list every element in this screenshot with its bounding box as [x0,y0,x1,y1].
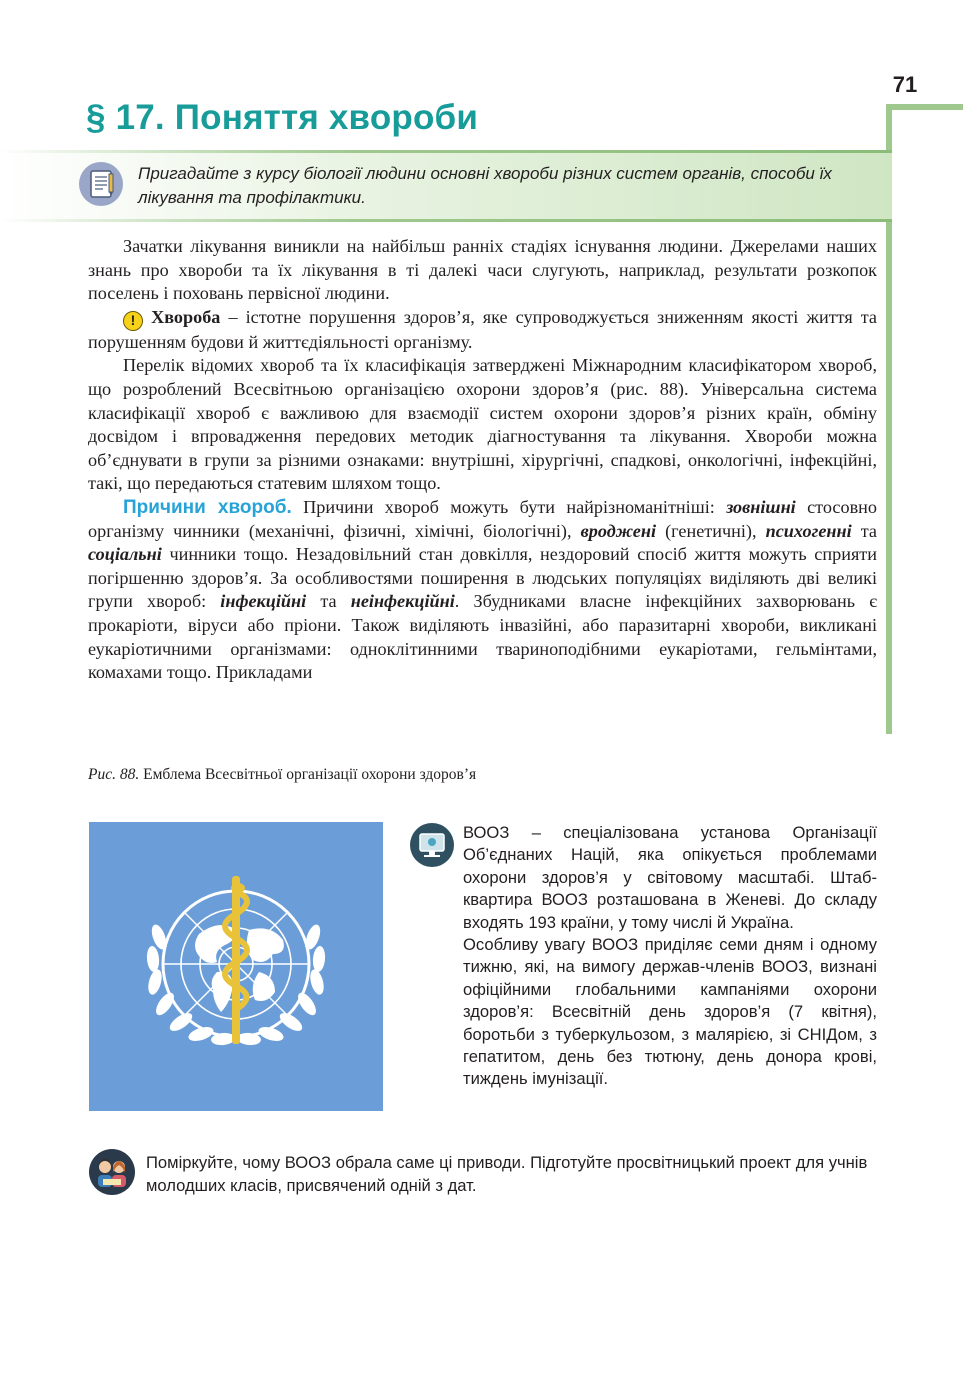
term-noninfectious: неінфекційні [350,591,455,612]
text-run: чинники тощо. Незадовільний стан довкілля, нездоровий спосіб життя можуть сприяти погіршенню здоров’я. За особливостями поширення в людських популяціях виділяють дві великі групи хвороб: [88,544,877,612]
recall-band-bottom-line [0,219,892,222]
term-disease: Хвороба [151,306,221,327]
text-run: та [306,591,351,612]
text-run: . Збудниками власне інфекційних захворювань є прокаріоти, віруси або пріони. Також виділяють інвазійні, або паразитарні хвороби, викликані еукаріотичними організмами: одноклітинними твариноподібними еукаріотами, гельмінтами, комахами тощо. Прикладами [88,591,877,683]
figure-caption [88,766,476,784]
term-psychogenic: психогенні [765,520,852,541]
recall-text: Пригадайте з курсу біології людини основні хвороби різних систем органів, способи їх лікування та профілактики. [138,164,832,207]
text-run: стосовно організму чинники (механічні, фізичні, хімічні, біологічні), [88,496,877,541]
term-external: зовнішні [726,496,796,517]
paragraph-1: Зачатки лікування виникли на найбільш ранніх стадіях існування людини. Джерелами наших знань про хвороби та їх лікування в ті далекі часи слугують, наприклад, результати розкопок поселень і поховань первісної людини. [88,236,877,304]
text-run: (генетичні), [656,520,766,541]
paragraph-2 [88,306,877,355]
notebook-icon [79,162,123,206]
think-task-text: Поміркуйте, чому ВООЗ обрала саме ці приводи. Підготуйте просвітницький проект для учнів молодших класів, присвячений одній з дат. [146,1153,868,1195]
text-run: Причини хвороб можуть бути найрізноманітніші: [291,496,727,517]
text-run: та [851,520,878,541]
exclamation-icon: ! [123,311,143,331]
who-info-paragraph-2: Особливу увагу ВООЗ приділяє семи дням і одному тижню, які, на вимогу держав-членів ВООЗ, визнані офіційними глобальними кампаніями охорони здоров’я: Всесвітній день здоров’я (7 квітня), боротьби з туберкульозом, з малярією, зі СНІДом, з гепатитом, день без тютюну, день донора крові, тиждень імунізації. [463,935,877,1089]
computer-monitor-icon [410,823,454,867]
who-info-text [463,822,877,1091]
recall-band-top-line [0,150,892,153]
page-corner-bar [886,104,963,110]
who-info-paragraph-1: ВООЗ – спеціалізована установа Організації Об’єднаних Націй, яка опікується проблемами охорони здоров’я у світовому масштабі. Штаб-квартира ВООЗ розташована в Женеві. До складу входять 193 країни, у тому числі й Україна. [463,823,877,932]
main-text [88,235,877,685]
students-icon [89,1149,135,1195]
term-social: соціальні [88,544,162,565]
caption-text: Емблема Всесвітньої організації охорони здоров’я [139,766,477,783]
term-congenital: вроджені [580,520,657,541]
who-emblem-image [89,822,383,1111]
term-infectious: інфекційні [220,591,307,612]
section-title: § 17. Поняття хвороби [86,98,479,137]
caption-label: Рис. 88. [88,766,140,783]
definition-text: – істотне порушення здоров’я, яке супроводжується зниженням якості життя та порушенням будови й життєдіяльності організму. [88,306,878,352]
page-number: 71 [892,72,918,97]
subheading-causes: Причини хвороб. [123,496,292,518]
paragraph-4 [88,496,877,685]
paragraph-3: Перелік відомих хвороб та їх класифікація затверджені Міжнародним класифікатором хвороб, що розроблений Всесвітньою організацією охорони здоров’я (рис. 88). Універсальна система класифікації хвороб є важливою для взаємодії систем охорони здоров’я різних країн, обміну досвідом і впровадження передових методик діагностування та лікування. Хвороби можна об’єднувати в групи за різними ознаками: внутрішні, хірургічні, спадкові, онкологічні, інфекційні, такі, що передаються статевим шляхом тощо. [88,355,877,494]
